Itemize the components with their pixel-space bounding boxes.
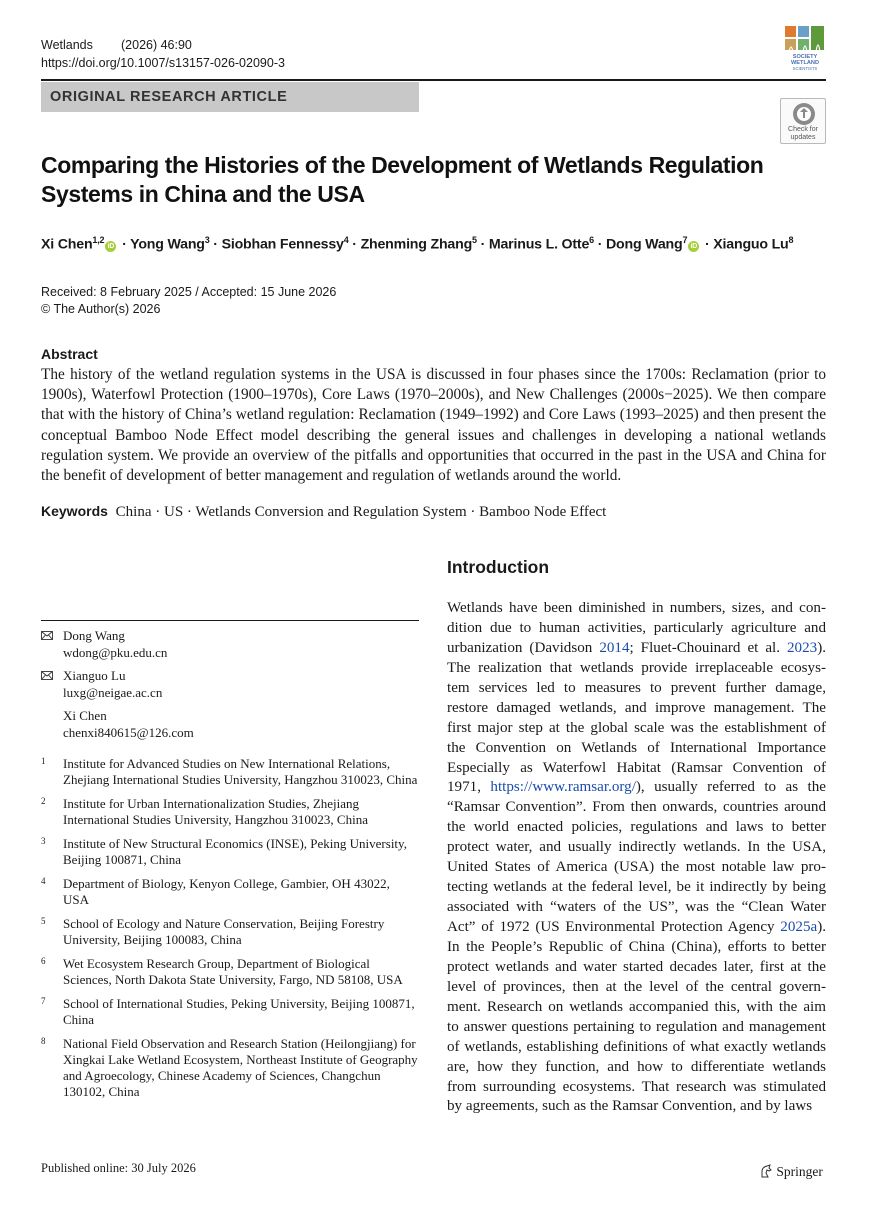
affiliation-entry [41,796,419,828]
published-online: Published online: 30 July 2026 [41,1161,196,1175]
affiliation-text: Wet Ecosystem Research Group, Department of Biological Sciences, North Dakota State University, Fargo, ND 58108, USA [63,956,403,987]
keywords-label: Keywords [41,503,108,519]
intro-line: level of provinces, then at the level of the central govern- [447,978,826,995]
intro-line: tecting wetlands at the federal level, be it indirectly by being [447,879,826,896]
author-affiliation-ref: 8 [788,235,794,245]
intro-line: associated with “waters of the US”, was the “Clean Water [447,899,826,916]
doi-link[interactable]: https://doi.org/10.1007/s13157-026-02090-3 [41,56,285,70]
intro-line: protect water, and usually indirectly wetlands. In the USA, [447,839,826,856]
svg-text:SOCIETY: SOCIETY [792,54,818,60]
affiliation-text: School of Ecology and Nature Conservation, Beijing Forestry University, Beijing 100083, China [63,916,385,947]
intro-line: ment. Research on wetlands accompanied this, with the aim [447,998,826,1015]
intro-line: restore damaged wetlands, and improve management. The [447,699,826,716]
envelope-icon [41,631,53,640]
article-title: Comparing the Histories of the Development of Wetlands Regulation Systems in China and the USA [41,152,764,207]
contact-name: Dong Wang [63,628,125,643]
affiliation-number: 6 [41,956,46,966]
orcid-icon[interactable]: iD [105,241,116,252]
author-separator: · [593,236,606,253]
article-dates [41,284,336,317]
intro-line: urbanization (Davidson 2014; Fluet-Chouinard et al. 2023). [447,639,826,656]
contact-entry [41,668,419,701]
affiliation-text: Institute for Advanced Studies on New International Relations, Zhejiang International Studies University, Hangzhou 310023, China [63,756,418,787]
intro-line: United States of America (USA) the most notable law pro- [447,859,826,876]
intro-line: protect wetlands and water started decades later, first at the [447,958,826,975]
author-affiliation-ref: 6 [589,235,594,245]
author-separator: · [209,236,222,253]
affiliation-entry [41,996,419,1028]
contact-email[interactable]: luxg@neigae.ac.cn [63,684,163,700]
affiliation-text: Institute of New Structural Economics (INSE), Peking University, Beijing 100871, China [63,836,407,867]
svg-text:SCIENTISTS: SCIENTISTS [792,66,818,71]
intro-line: the Convention on Wetlands of International Importance [447,739,826,756]
author-name[interactable]: Zhenming Zhang [360,236,473,253]
author-name[interactable]: Xi Chen [41,236,93,253]
intro-line: from surrounding ecosystems. That research was stimulated [447,1078,826,1095]
corresponding-authors [41,628,419,748]
author-affiliation-ref: 7 [682,235,688,245]
affiliation-number: 1 [41,756,46,766]
author-separator: · [476,236,489,253]
intro-line: Wetlands have been diminished in numbers, sizes, and con- [447,600,826,616]
intro-line: the world enacted policies, regulations and laws to better [447,819,826,836]
author-name[interactable]: Dong Wang [605,236,683,253]
affiliation-number: 2 [41,796,46,806]
received-accepted: Received: 8 February 2025 / Accepted: 15 June 2026 [41,285,337,299]
author-separator: · [348,236,361,253]
affiliation-text: School of International Studies, Peking University, Beijing 100871, China [63,996,415,1027]
contact-email[interactable]: chenxi840615@126.com [63,724,194,740]
journal-volume: (2026) 46:90 [121,38,192,52]
abstract-heading: Abstract [41,346,98,362]
article-type-banner [41,82,419,112]
contact-entry [41,628,419,661]
affiliation-text: Institute for Urban Internationalization Studies, Zhejiang International Studies University, Hangzhou 310023, China [63,796,368,827]
society-logo [783,24,827,72]
envelope-icon [41,671,53,680]
check-updates-label: Check for updates [788,126,818,141]
author-list [41,235,841,253]
journal-header [41,36,285,72]
affiliation-number: 5 [41,916,46,926]
affiliation-entry [41,876,419,908]
intro-line: 1971, https://www.ramsar.org/), usually referred to as the [447,779,826,796]
publisher-mark [759,1164,823,1180]
intro-line: by agreements, such as the Ramsar Convention, and by laws [447,1098,813,1115]
author-name[interactable]: Xianguo Lu [713,236,789,253]
intro-line: In the People’s Republic of China (China), efforts to better [447,938,826,955]
author-name[interactable]: Yong Wang [130,236,205,253]
affiliation-number: 3 [41,836,46,846]
journal-name: Wetlands [41,38,93,52]
author-affiliation-ref: 3 [204,235,210,245]
check-updates-icon [792,102,816,126]
citation-link[interactable]: https://www.ramsar.org/ [490,779,636,796]
author-affiliation-ref: 4 [343,235,349,245]
publisher-name: Springer [776,1164,823,1179]
affiliation-entry [41,956,419,988]
check-for-updates-badge[interactable] [780,98,826,144]
author-name[interactable]: Siobhan Fennessy [221,236,344,253]
copyright: © The Author(s) 2026 [41,301,161,316]
contact-email[interactable]: wdong@pku.edu.cn [63,644,168,660]
intro-line: dition due to human activities, particularly agriculture and [447,619,826,636]
contact-name: Xianguo Lu [63,668,126,683]
introduction-body [447,599,826,1117]
author-separator: · [701,236,714,253]
svg-text:WETLAND: WETLAND [791,60,819,66]
affiliation-entry [41,1036,419,1100]
contact-entry [41,708,419,741]
intro-line: of wetlands, establishing definitions of what exactly wetlands [447,1038,826,1055]
springer-horse-icon [759,1164,773,1178]
intro-line: tem services led to measures to prevent further damage, [447,679,826,696]
citation-link[interactable]: 2014 [599,639,630,656]
header-rule [41,79,826,81]
intro-line: Act” of 1972 (US Environmental Protection Agency 2025a). [447,919,826,935]
author-name[interactable]: Marinus L. Otte [488,236,590,253]
intro-line: “Ramsar Convention”. From then onwards, countries around [447,799,826,816]
intro-line: The realization that wetlands provide irreplaceable ecosys- [447,659,826,676]
intro-line: first major step at the global scale was the establishment of [447,719,826,736]
affiliation-number: 4 [41,876,46,886]
affiliation-number: 8 [41,1036,46,1046]
affiliation-entry [41,756,419,788]
footnote-rule [41,620,419,621]
keywords [41,503,606,521]
intro-line: Especially as Waterfowl Habitat (Ramsar Convention of [447,759,826,776]
contact-name: Xi Chen [63,708,107,723]
author-separator: · [118,236,131,253]
affiliation-text: National Field Observation and Research Station (Heilongjiang) for Xingkai Lake Wetland Ecosystem, Northeast Institute of Geography and Agroecology, Chinese Academy of Sciences, Changchun 130102, China [63,1036,418,1099]
orcid-icon[interactable]: iD [688,241,699,252]
affiliations [41,756,419,1108]
article-type: ORIGINAL RESEARCH ARTICLE [50,89,288,105]
introduction-heading: Introduction [447,557,550,577]
affiliation-entry [41,836,419,868]
affiliation-number: 7 [41,996,46,1006]
author-affiliation-ref: 5 [472,235,477,245]
intro-line: are, how they function, and how to differentiate wetlands [447,1058,826,1075]
affiliation-text: Department of Biology, Kenyon College, Gambier, OH 43022, USA [63,876,390,907]
citation-link[interactable]: 2025a [780,919,818,935]
author-affiliation-ref: 1,2 [92,235,105,245]
abstract-text: The history of the wetland regulation systems in the USA is discussed in four phases since the 1700s: Reclamation (prior to 1900s), Waterfowl Protection (1900–1970s), Core Laws (1970–2000s), and New Challenges (2000s−2025). We then compare that with the history of China’s wetland regulation: Reclamation (1949–1992) and Core Laws (1993–2025) and then present the conceptual Bamboo Node Effect model describing the general issues and challenges in developing a national wetlands regulation system. We provide an overview of the pitfalls and opportunities that occurred in the past in the USA and China for the benefit of development of better management and regulation of wetlands around the world. [41,366,826,485]
affiliation-entry [41,916,419,948]
intro-line: to answer questions pertaining to regulation and management [447,1018,826,1035]
keywords-text: China · US · Wetlands Conversion and Regulation System · Bamboo Node Effect [115,504,607,520]
citation-link[interactable]: 2023 [787,639,818,656]
